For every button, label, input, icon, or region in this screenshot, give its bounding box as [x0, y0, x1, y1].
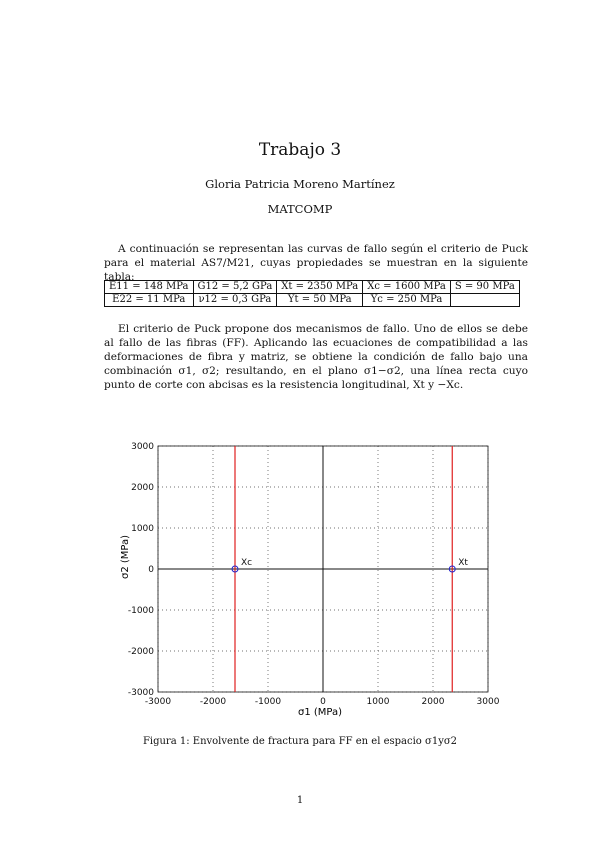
- intro-paragraph: A continuación se representan las curvas de fallo según el criterio de Puck para el material AS7/M21, cuyas propiedades se muestran en la siguiente tabla:: [104, 243, 528, 283]
- affiliation: MATCOMP: [267, 202, 333, 216]
- x-tick-label: -1000: [254, 697, 282, 707]
- properties-table: [104, 280, 520, 307]
- table-cell: Yt = 50 MPa: [277, 294, 363, 307]
- x-tick-label: 2000: [421, 697, 445, 707]
- table-cell: S = 90 MPa: [450, 281, 519, 294]
- table-cell: Xt = 2350 MPa: [277, 281, 363, 294]
- chart-svg: [120, 440, 510, 720]
- x-axis-label: σ1 (MPa): [297, 707, 343, 718]
- point-label: Xt: [458, 558, 468, 568]
- y-tick-label: -1000: [127, 606, 154, 616]
- tick-labels: [128, 442, 500, 707]
- table-cell: [450, 294, 519, 307]
- figure-caption: Figura 1: Envolvente de fractura para FF en el espacio σ1yσ2: [142, 736, 458, 747]
- criterion-paragraph: El criterio de Puck propone dos mecanismos de fallo. Uno de ellos se debe al fallo de las fibras (FF). Aplicando las ecuaciones de compatibilidad a las deformaciones de fibra y matriz, se obtiene la condición de fallo bajo una combinación σ1, σ2; resultando, en el plano σ1−σ2, una línea recta cuyo punto de corte con abcisas es la resistencia longitudinal, Xt y −Xc.: [104, 323, 528, 391]
- x-tick-label: 1000: [366, 697, 390, 707]
- table-row: [105, 281, 520, 294]
- table-cell: E11 = 148 MPa: [105, 281, 194, 294]
- failure-envelope-chart: [120, 440, 510, 720]
- author-name: Gloria Patricia Moreno Martínez: [205, 177, 395, 191]
- document-title: Trabajo 3: [258, 140, 342, 160]
- x-tick-label: 0: [320, 697, 326, 707]
- table-cell: Xc = 1600 MPa: [363, 281, 451, 294]
- y-tick-label: -2000: [127, 647, 154, 657]
- y-tick-label: 0: [148, 565, 154, 575]
- y-tick-label: 3000: [131, 442, 154, 452]
- table-cell: E22 = 11 MPa: [105, 294, 194, 307]
- table-row: [105, 294, 520, 307]
- points: [232, 558, 468, 572]
- x-tick-label: -2000: [199, 697, 227, 707]
- y-axis-label: σ2 (MPa): [120, 534, 131, 580]
- y-tick-label: 1000: [131, 524, 154, 534]
- x-tick-label: 3000: [476, 697, 500, 707]
- x-tick-label: -3000: [144, 697, 172, 707]
- y-tick-label: -3000: [127, 688, 154, 698]
- table-cell: ν12 = 0,3 GPa: [193, 294, 277, 307]
- y-tick-label: 2000: [131, 483, 154, 493]
- table-cell: G12 = 5,2 GPa: [193, 281, 277, 294]
- point-label: Xc: [241, 558, 253, 568]
- axes: [158, 446, 488, 692]
- page-number: 1: [296, 795, 304, 806]
- table-cell: Yc = 250 MPa: [363, 294, 451, 307]
